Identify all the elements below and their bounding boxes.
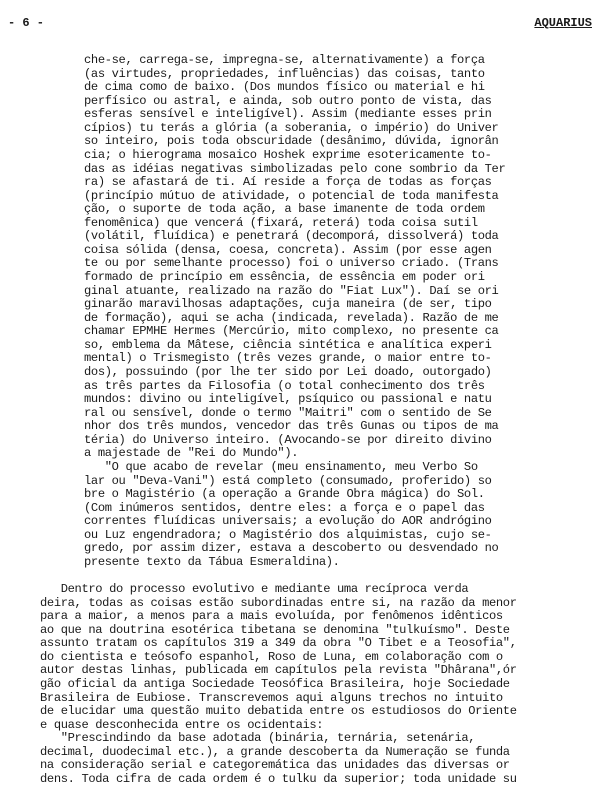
text-line: (princípio mútuo de atividade, o potencial de toda manifesta [84,188,499,203]
text-line: deira, todas as coisas estão subordinadas entre si, na razão da menor [40,595,517,610]
text-line: (Com inúmeros sentidos, dentre eles: a força e o papel das [84,500,485,515]
text-line: esferas sensível e inteligível). Assim (mediante esses prin [84,107,492,122]
text-line: che-se, carrega-se, impregna-se, alternativamente) a força [84,53,485,67]
text-line: as três partes da Filosofia (o total conhecimento dos três [84,378,485,393]
text-line: ginarão maravilhosas adaptações, cuja maneira (de ser, tipo [84,297,492,312]
text-line: dens. Toda cifra de cada ordem é o tulku da superior; toda unidade su [40,772,517,786]
text-line: chamar EPMHE Hermes (Mercúrio, mito complexo, no presente ca [84,324,499,339]
text-line: dos), possuindo (por lhe ter sido por Lei doado, outorgado) [84,365,492,380]
text-line: perfísico ou astral, e ainda, sob outro ponto de vista, das [84,93,492,108]
text-line: decimal, duodecimal etc.), a grande descoberta da Numeração se funda [40,744,510,759]
text-line: fenomênica) que vencerá (fixará, reterá) toda coisa sutil [84,215,478,230]
text-line: formado de princípio em essência, de essência em poder ori [84,270,485,285]
text-line: de cima como de baixo. (Dos mundos físico ou material e hi [84,80,485,95]
text-line: (volátil, fluídica) e penetrará (decomporá, dissolverá) toda [84,229,499,244]
text-line: te ou por semelhante processo) foi o universo criado. (Trans [84,256,499,271]
text-line: gão oficial da antiga Sociedade Teosófica Brasileira, hoje Sociedade [40,677,510,692]
text-line: so inteiro, pois toda obscuridade (desânimo, dúvida, ignorân [84,134,499,149]
text-line: ou Luz engendradora; o Magistério dos alquimistas, cujo se- [84,527,492,542]
text-line: (as virtudes, propriedades, influências) das coisas, tanto [84,66,485,81]
text-line: ao que na doutrina esotérica tibetana se denomina "tulkuísmo". Deste [40,622,510,637]
text-line: de elucidar uma questão muito debatida entre os estudiosos do Oriente [40,704,517,719]
page-number: - 6 - [8,16,45,30]
text-line: ral ou sensível, donde o termo "Maitri" com o sentido de Se [84,405,492,420]
text-line: do cientista e teósofo espanhol, Roso de Luna, em colaboração com o [40,649,503,664]
text-line: nhor dos três mundos, vencedor das três Gunas ou tipos de ma [84,419,499,434]
text-line: lar ou "Deva-Vani") está completo (consumado, proferido) so [84,473,492,488]
text-line: ginal atuante, realizado na razão do "Fiat Lux"). Daí se ori [84,283,499,298]
text-line: ção, o suporte de toda ação, a base imanente de toda ordem [84,202,485,217]
text-line: mundos: divino ou inteligível, psíquico ou passional e natu [84,392,492,407]
text-line: a majestade de "Rei do Mundo"). [84,446,299,461]
text-line: coisa sólida (densa, coesa, concreta). Assim (por esse agen [84,242,492,257]
text-line: "Prescindindo da base adotada (binária, ternária, setenária, [40,731,476,746]
text-line: assunto tratam os capítulos 319 a 349 da obra "O Tibet e a Teosofia", [40,636,517,651]
text-line: "O que acabo de revelar (meu ensinamento, meu Verbo So [84,459,478,474]
text-line: so, emblema da Mâtese, ciência sintética e analítica experi [84,337,492,352]
text-line: ra) se afastará de ti. Aí reside a força de todas as forças [84,175,492,190]
page-header [0,8,614,28]
text-line: correntes fluídicas universais; a evolução do AOR andrógino [84,514,492,529]
text-line: das as idéias negativas simbolizadas pelo cone sombrio da Ter [84,161,506,176]
text-line: para a maior, a menos para a mais evoluída, por fenômenos idênticos [40,609,503,624]
text-line: Dentro do processo evolutivo e mediante uma recíproca verda [40,582,469,597]
text-line: mental) o Trismegisto (três vezes grande, o maior entre to- [84,351,492,366]
running-title: AQUARIUS [534,16,592,30]
text-line: presente texto da Tábua Esmeraldina). [84,554,340,569]
text-line: gredo, por assim dizer, estava a descoberto ou desvendado no [84,541,499,556]
text-line: e quase desconhecida entre os ocidentais: [40,717,324,732]
text-line: téria) do Universo inteiro. (Avocando-se por direito divino [84,432,492,447]
text-line: bre o Magistério (a operação a Grande Obra mágica) do Sol. [84,487,485,502]
text-line: de formação), aqui se acha (indicada, revelada). Razão de me [84,310,499,325]
text-line: Brasileira de Eubiose. Transcrevemos aqui alguns trechos no intuito [40,690,503,705]
text-line: na consideração serial e categoremática das unidades das diversas or [40,758,510,773]
text-line: cia; o hierograma mosaico Hoshek exprime esotericamente to- [84,147,492,162]
text-line: cípios) tu terás a glória (a soberania, o império) do Univer [84,120,499,135]
text-line: autor destas linhas, publicada em capítulos pela revista "Dhârana",ór [40,663,517,678]
